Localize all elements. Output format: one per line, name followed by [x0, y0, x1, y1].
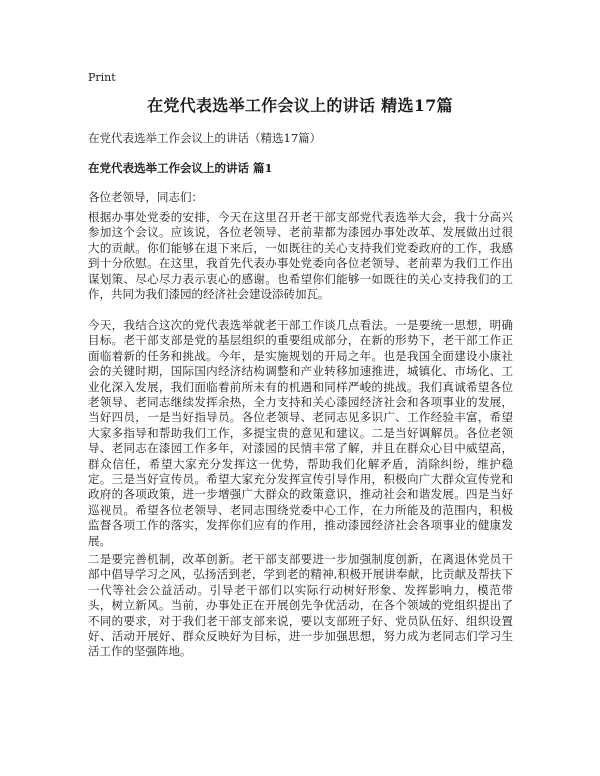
document-subtitle: 在党代表选举工作会议上的讲话（精选17篇）: [88, 131, 322, 145]
paragraph-3: 二是要完善机制，改革创新。老干部支部要进一步加强制度创新，在离退休党员干部中倡导学习之风，弘扬活到老，学到老的精神,积极开展讲奉献，比贡献及帮扶下一代等社会公益活动。引导老干部们以实际行动树好形象、发挥影响力，模范带头，树立新风。当前，办事处正在开展创先争优活动，在各个领域的党组织提出了不同的要求，对于我们老干部支部来说，要以支部班子好、党员队伍好、组织设置好、活动开展好、群众反映好为目标，进一步加强思想，努力成为老同志们学习生活工作的坚强阵地。: [88, 552, 513, 659]
section-heading: 在党代表选举工作会议上的讲话 篇1: [88, 161, 273, 175]
print-label[interactable]: Print: [88, 71, 116, 84]
paragraph-1: 根据办事处党委的安排，今天在这里召开老干部支部党代表选举大会，我十分高兴参加这个会议。应该说，各位老领导、老前辈都为漆园办事处改革、发展做出过很大的贡献。你们能够在退下来后，一如既往的关心支持我们党委政府的工作，我感到十分欣慰。在这里，我首先代表办事处党委向各位老领导、老前辈为我们工作出谋划策、尽心尽力表示衷心的感谢。也希望你们能够一如既往的关心支持我们的工作，共同为我们漆园的经济社会建设添砖加瓦。: [88, 210, 513, 302]
paragraph-2: 今天，我结合这次的党代表选举就老干部工作谈几点看法。一是要统一思想，明确目标。老干部支部是党的基层组织的重要组成部分，在新的形势下，老干部工作正面临着新的任务和挑战。今年，是实施规划的开局之年。也是我国全面建设小康社会的关键时期，国际国内经济结构调整和产业转移加速推进，城镇化、市场化、工业化深入发展，我们面临着前所未有的机遇和同样严峻的挑战。我们真诚希望各位老领导、老同志继续发挥余热，全力支持和关心漆园经济社会和各项事业的发展，当好四员，一是当好指导员。各位老领导、老同志见多识广、工作经验丰富，希望大家多指导和帮助我们工作，多提宝贵的意见和建议。二是当好调解员。各位老领导、老同志在漆园工作多年，对漆园的民情丰常了解，并且在群众心目中威望高，群众信任，希望大家充分发挥这一优势，帮助我们化解矛盾，消除纠纷，维护稳定。三是当好宣传员。希望大家充分发挥宣传引导作用，积极向广大群众宣传党和政府的各项政策，进一步增强广大群众的政策意识，推动社会和谐发展。四是当好巡视员。希望各位老领导、老同志围绕党委中心工作，在力所能及的范围内，积极监督各项工作的落实，发挥你们应有的作用，推动漆园经济社会各项事业的健康发展。: [88, 318, 513, 548]
greeting-line: 各位老领导，同志们：: [88, 190, 203, 204]
document-title: 在党代表选举工作会议上的讲话 精选17篇: [147, 96, 453, 115]
